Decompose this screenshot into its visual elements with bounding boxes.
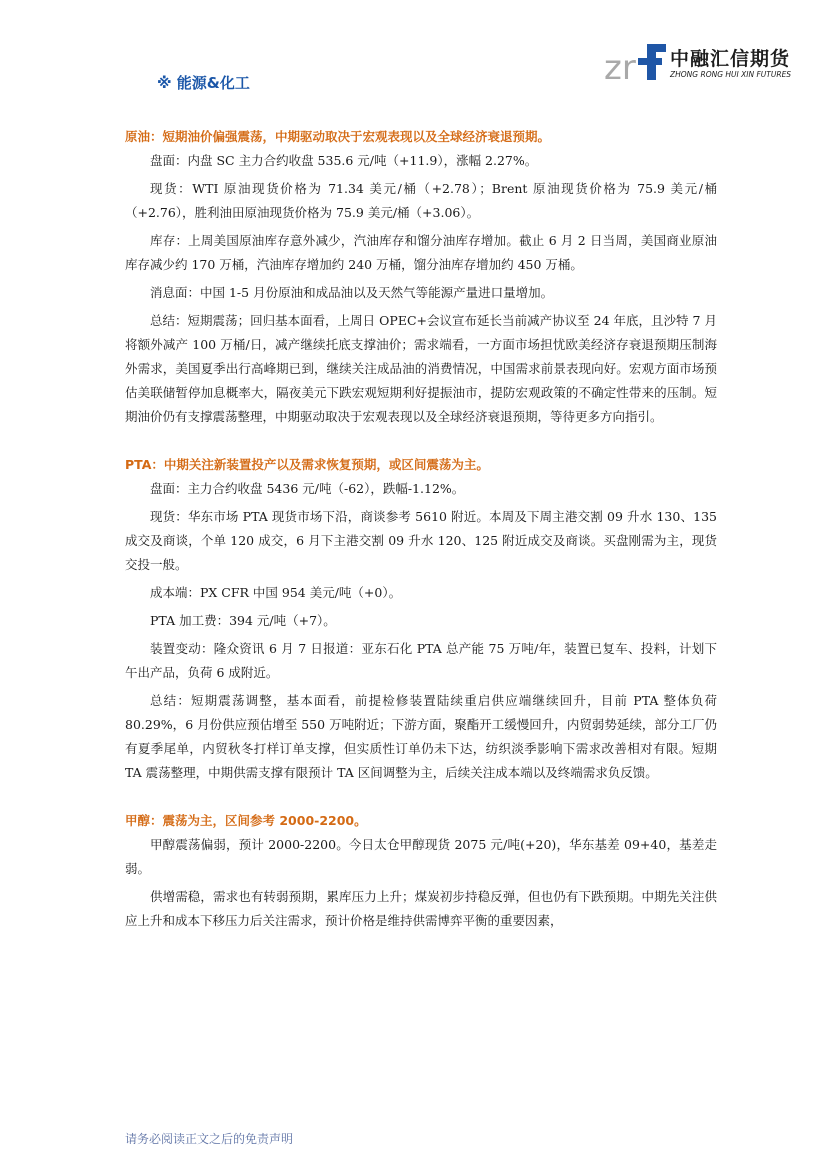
crude-oil-inventory-paragraph: 库存：上周美国原油库存意外减少，汽油库存和馏分油库存增加。截止 6 月 2 日当周，美国商业原油库存减少约 170 万桶，汽油库存增加约 240 万桶，馏分油库存增加约 450 万桶。 xyxy=(125,233,717,272)
disclaimer-footer: 请务必阅读正文之后的免责声明 xyxy=(125,1132,294,1146)
crude-oil-heading: 原油：短期油价偏强震荡，中期驱动取决于宏观表现以及全球经济衰退预期。 xyxy=(125,129,551,144)
zrf-logo-mark-icon xyxy=(604,42,666,84)
pta-cost-paragraph: 成本端：PX CFR 中国 954 美元/吨（+0）。 xyxy=(150,585,402,600)
crude-oil-news-paragraph: 消息面：中国 1-5 月份原油和成品油以及天然气等能源产量进口量增加。 xyxy=(150,285,554,300)
pta-heading: PTA：中期关注新装置投产以及需求恢复预期，或区间震荡为主。 xyxy=(125,457,489,472)
pta-processing-fee-paragraph: PTA 加工费：394 元/吨（+7）。 xyxy=(150,613,336,628)
methanol-section xyxy=(125,809,717,933)
pta-market-paragraph: 盘面：主力合约收盘 5436 元/吨（-62），跌幅-1.12%。 xyxy=(150,481,465,496)
methanol-supply-demand-paragraph: 供增需稳，需求也有转弱预期，累库压力上升；煤炭初步持稳反弹，但也仍有下跌预期。中期先关注供应上升和成本下移压力后关注需求，预计价格是维持供需博弈平衡的重要因素， xyxy=(125,889,717,928)
logo-chinese-name: 中融汇信期货 xyxy=(670,48,791,70)
crude-oil-market-paragraph: 盘面：内盘 SC 主力合约收盘 535.6 元/吨（+11.9），涨幅 2.27%。 xyxy=(150,153,538,168)
pta-summary-paragraph: 总结：短期震荡调整，基本面看，前提检修装置陆续重启供应端继续回升，目前 PTA 整体负荷 80.29%，6 月份供应预估增至 550 万吨附近；下游方面，聚酯开工缓慢回升，内贸弱势延续，部分工厂仍有夏季尾单，内贸秋冬打样订单支撑，但实质性订单仍未下达，纺织淡季影响下需求改善相对有限。短期 TA 震荡整理，中期供需支撑有限预计 TA 区间调整为主，后续关注成本端以及终端需求负反馈。 xyxy=(125,693,717,780)
svg-text:zr: zr xyxy=(604,48,636,84)
company-logo xyxy=(604,42,800,84)
logo-english-name: ZHONG RONG HUI XIN FUTURES xyxy=(670,70,792,79)
methanol-heading: 甲醇：震荡为主，区间参考 2000-2200。 xyxy=(125,813,367,828)
methanol-forecast-paragraph: 甲醇震荡偏弱，预计 2000-2200。今日太仓甲醇现货 2075 元/吨(+20)，华东基差 09+40，基差走弱。 xyxy=(125,837,717,876)
report-body xyxy=(125,125,717,933)
pta-section xyxy=(125,453,717,785)
crude-oil-spot-paragraph: 现货：WTI 原油现货价格为 71.34 美元/桶（+2.78）；Brent 原油现货价格为 75.9 美元/桶（+2.76），胜利油田原油现货价格为 75.9 美元/桶（+3.06）。 xyxy=(125,181,717,220)
pta-spot-paragraph: 现货：华东市场 PTA 现货市场下沿，商谈参考 5610 附近。本周及下周主港交割 09 升水 130、135 成交及商谈，个单 120 成交，6 月下主港交割 09 升水 120、125 附近成交及商谈。买盘刚需为主，现货交投一般。 xyxy=(125,509,717,572)
crude-oil-summary-paragraph: 总结：短期震荡；回归基本面看，上周日 OPEC+会议宣布延长当前减产协议至 24 年底，且沙特 7 月将额外减产 100 万桶/日，减产继续托底支撑油价；需求端看，一方面市场担忧欧美经济存衰退预期压制海外需求，美国夏季出行高峰期已到，继续关注成品油的消费情况，中国需求前景表现向好。宏观方面市场预估美联储暂停加息概率大，隔夜美元下跌宏观短期利好提振油市，提防宏观政策的不确定性带来的压制。短期油价仍有支撑震荡整理，中期驱动取决于宏观表现以及全球经济衰退预期，等待更多方向指引。 xyxy=(125,313,717,424)
pta-plant-change-paragraph: 装置变动：隆众资讯 6 月 7 日报道：亚东石化 PTA 总产能 75 万吨/年，装置已复车、投料，计划下午出产品，负荷 6 成附近。 xyxy=(125,641,717,680)
section-title: ※ 能源&化工 xyxy=(157,74,250,92)
crude-oil-section xyxy=(125,125,717,429)
